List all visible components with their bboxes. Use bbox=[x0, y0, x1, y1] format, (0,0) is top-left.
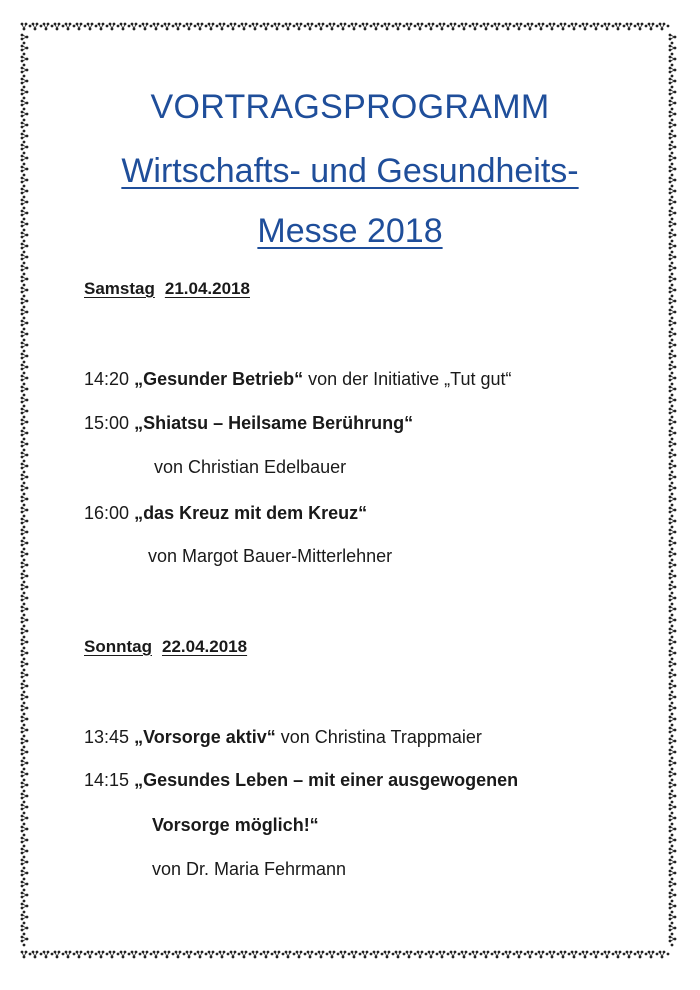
border-motif bbox=[21, 463, 29, 474]
border-motif bbox=[43, 23, 54, 31]
border-motif bbox=[648, 951, 659, 959]
border-motif bbox=[669, 507, 677, 518]
talk-speaker: von Christian Edelbauer bbox=[154, 457, 347, 477]
border-motif bbox=[21, 133, 29, 144]
border-motif bbox=[669, 672, 677, 683]
border-motif bbox=[131, 23, 142, 31]
talk-entry bbox=[84, 413, 413, 434]
border-motif bbox=[384, 23, 395, 31]
border-motif bbox=[669, 716, 677, 727]
border-motif bbox=[626, 23, 637, 31]
border-motif bbox=[505, 951, 516, 959]
border-motif bbox=[637, 951, 648, 959]
talk-speaker: von der Initiative „Tut gut“ bbox=[303, 369, 512, 389]
border-motif bbox=[669, 727, 677, 738]
border-motif bbox=[230, 951, 241, 959]
border-motif bbox=[669, 661, 677, 672]
border-motif bbox=[450, 23, 461, 31]
border-motif bbox=[669, 650, 677, 661]
fair-title-line-2: Messe 2018 bbox=[257, 212, 443, 250]
border-motif bbox=[669, 826, 677, 837]
talk-time: 16:00 bbox=[84, 503, 130, 523]
border-motif bbox=[669, 584, 677, 595]
border-motif bbox=[21, 771, 29, 782]
border-motif bbox=[76, 23, 87, 31]
border-motif bbox=[669, 364, 677, 375]
border-motif bbox=[21, 683, 29, 694]
border-motif bbox=[494, 951, 505, 959]
border-motif bbox=[32, 23, 43, 31]
border-motif bbox=[669, 320, 677, 331]
border-motif bbox=[21, 485, 29, 496]
border-motif bbox=[54, 23, 65, 31]
border-motif bbox=[669, 551, 677, 562]
border-motif bbox=[109, 23, 120, 31]
border-motif bbox=[208, 951, 219, 959]
border-motif bbox=[494, 23, 505, 31]
border-motif bbox=[373, 951, 384, 959]
border-motif bbox=[21, 452, 29, 463]
border-motif bbox=[669, 639, 677, 650]
border-motif bbox=[669, 331, 677, 342]
border-motif bbox=[21, 815, 29, 826]
border-motif bbox=[669, 463, 677, 474]
border-motif bbox=[142, 951, 153, 959]
border-motif bbox=[669, 254, 677, 265]
border-motif bbox=[318, 951, 329, 959]
border-motif bbox=[21, 738, 29, 749]
border-motif bbox=[21, 265, 29, 276]
border-motif bbox=[669, 771, 677, 782]
border-motif bbox=[263, 23, 274, 31]
border-motif bbox=[593, 23, 604, 31]
border-motif bbox=[21, 793, 29, 804]
border-motif bbox=[669, 804, 677, 815]
border-motif bbox=[604, 951, 615, 959]
border-motif bbox=[307, 951, 318, 959]
border-motif bbox=[21, 562, 29, 573]
border-motif bbox=[669, 309, 677, 320]
border-motif bbox=[669, 67, 677, 78]
border-motif bbox=[21, 430, 29, 441]
border-motif bbox=[483, 951, 494, 959]
border-motif bbox=[669, 815, 677, 826]
border-motif bbox=[669, 133, 677, 144]
border-motif bbox=[626, 951, 637, 959]
border-motif bbox=[669, 265, 677, 276]
talk-title: „Vorsorge aktiv“ bbox=[134, 727, 276, 747]
talk-time: 14:15 bbox=[84, 770, 130, 790]
border-motif bbox=[21, 881, 29, 892]
border-motif bbox=[318, 23, 329, 31]
border-motif bbox=[527, 23, 538, 31]
border-motif bbox=[571, 951, 582, 959]
border-motif bbox=[516, 951, 527, 959]
border-motif bbox=[351, 23, 362, 31]
border-motif bbox=[241, 23, 252, 31]
border-motif bbox=[197, 23, 208, 31]
border-motif bbox=[648, 23, 659, 31]
border-motif bbox=[329, 951, 340, 959]
border-motif bbox=[669, 892, 677, 903]
border-motif bbox=[120, 23, 131, 31]
talk-time: 15:00 bbox=[84, 413, 130, 433]
border-motif bbox=[516, 23, 527, 31]
border-motif bbox=[21, 353, 29, 364]
border-motif bbox=[417, 23, 428, 31]
border-motif bbox=[21, 397, 29, 408]
border-motif bbox=[340, 23, 351, 31]
border-motif bbox=[21, 760, 29, 771]
border-motif bbox=[21, 837, 29, 848]
border-motif bbox=[637, 23, 648, 31]
border-motif bbox=[669, 518, 677, 529]
border-motif bbox=[669, 430, 677, 441]
border-motif bbox=[571, 23, 582, 31]
weekday-label: Sonntag bbox=[84, 637, 152, 656]
border-motif bbox=[21, 34, 29, 45]
border-motif bbox=[87, 951, 98, 959]
border-motif bbox=[428, 951, 439, 959]
border-motif bbox=[65, 23, 76, 31]
border-motif bbox=[615, 23, 626, 31]
border-motif bbox=[21, 78, 29, 89]
border-motif bbox=[21, 276, 29, 287]
border-motif bbox=[669, 925, 677, 936]
border-motif bbox=[21, 408, 29, 419]
border-motif bbox=[87, 23, 98, 31]
border-motif bbox=[21, 309, 29, 320]
border-motif bbox=[582, 951, 593, 959]
border-motif bbox=[164, 951, 175, 959]
border-motif bbox=[54, 951, 65, 959]
border-motif bbox=[43, 951, 54, 959]
border-motif bbox=[21, 595, 29, 606]
border-motif bbox=[21, 584, 29, 595]
border-motif bbox=[21, 496, 29, 507]
border-motif bbox=[21, 254, 29, 265]
border-motif bbox=[582, 23, 593, 31]
border-motif bbox=[669, 738, 677, 749]
border-motif bbox=[21, 804, 29, 815]
border-motif bbox=[669, 903, 677, 914]
border-motif bbox=[669, 694, 677, 705]
border-motif bbox=[296, 23, 307, 31]
border-motif bbox=[32, 951, 43, 959]
border-motif bbox=[252, 951, 263, 959]
border-motif bbox=[669, 562, 677, 573]
border-motif bbox=[21, 892, 29, 903]
border-motif bbox=[21, 45, 29, 56]
border-motif bbox=[21, 474, 29, 485]
border-motif bbox=[593, 951, 604, 959]
border-motif bbox=[252, 23, 263, 31]
border-motif bbox=[362, 951, 373, 959]
border-motif bbox=[164, 23, 175, 31]
border-motif bbox=[483, 23, 494, 31]
border-motif bbox=[21, 529, 29, 540]
border-motif bbox=[186, 951, 197, 959]
border-motif bbox=[439, 951, 450, 959]
border-motif bbox=[142, 23, 153, 31]
border-motif bbox=[560, 951, 571, 959]
border-motif bbox=[669, 749, 677, 760]
border-motif bbox=[21, 694, 29, 705]
border-motif bbox=[186, 23, 197, 31]
talk-entry bbox=[84, 503, 367, 524]
border-motif bbox=[669, 760, 677, 771]
talk-entry bbox=[84, 727, 482, 748]
border-motif bbox=[527, 951, 538, 959]
border-motif bbox=[21, 419, 29, 430]
border-motif bbox=[669, 870, 677, 881]
border-motif bbox=[669, 375, 677, 386]
border-motif bbox=[395, 951, 406, 959]
border-motif bbox=[21, 386, 29, 397]
border-motif bbox=[21, 782, 29, 793]
border-motif bbox=[669, 848, 677, 859]
border-motif bbox=[669, 397, 677, 408]
border-motif bbox=[274, 23, 285, 31]
border-motif bbox=[21, 540, 29, 551]
border-motif bbox=[21, 507, 29, 518]
border-motif bbox=[153, 23, 164, 31]
border-motif bbox=[669, 276, 677, 287]
border-motif bbox=[21, 441, 29, 452]
border-motif bbox=[21, 23, 32, 31]
border-motif bbox=[669, 353, 677, 364]
border-motif bbox=[21, 56, 29, 67]
border-motif bbox=[450, 951, 461, 959]
border-motif bbox=[669, 529, 677, 540]
talk-title: „Gesundes Leben – mit einer ausgewogenen bbox=[134, 770, 519, 790]
border-motif bbox=[21, 716, 29, 727]
border-motif bbox=[669, 540, 677, 551]
border-motif bbox=[669, 199, 677, 210]
border-motif bbox=[21, 727, 29, 738]
border-motif bbox=[669, 287, 677, 298]
border-motif bbox=[21, 364, 29, 375]
border-motif bbox=[76, 951, 87, 959]
talk-time: 13:45 bbox=[84, 727, 130, 747]
border-motif bbox=[197, 951, 208, 959]
border-motif bbox=[21, 331, 29, 342]
border-motif bbox=[549, 951, 560, 959]
border-motif bbox=[461, 23, 472, 31]
talk-time: 14:20 bbox=[84, 369, 130, 389]
border-motif bbox=[669, 837, 677, 848]
border-motif bbox=[406, 23, 417, 31]
border-motif bbox=[406, 951, 417, 959]
border-motif bbox=[669, 452, 677, 463]
border-motif bbox=[669, 595, 677, 606]
border-motif bbox=[175, 951, 186, 959]
border-motif bbox=[615, 951, 626, 959]
border-motif bbox=[669, 496, 677, 507]
talk-entry bbox=[84, 369, 512, 390]
border-motif bbox=[669, 859, 677, 870]
day-heading-saturday bbox=[84, 279, 250, 299]
border-motif bbox=[417, 951, 428, 959]
border-motif bbox=[669, 386, 677, 397]
border-motif bbox=[669, 298, 677, 309]
border-motif bbox=[21, 628, 29, 639]
border-motif bbox=[669, 628, 677, 639]
border-motif bbox=[296, 951, 307, 959]
border-motif bbox=[505, 23, 516, 31]
border-motif bbox=[560, 23, 571, 31]
border-motif bbox=[669, 408, 677, 419]
border-motif bbox=[21, 67, 29, 78]
border-motif bbox=[669, 419, 677, 430]
border-motif bbox=[21, 848, 29, 859]
talk-entry bbox=[84, 770, 518, 791]
border-motif bbox=[472, 951, 483, 959]
border-motif bbox=[219, 23, 230, 31]
border-motif bbox=[109, 951, 120, 959]
border-motif bbox=[21, 870, 29, 881]
border-motif bbox=[669, 793, 677, 804]
border-motif bbox=[384, 951, 395, 959]
talk-speaker: von Christina Trappmaier bbox=[275, 727, 482, 747]
border-motif bbox=[669, 34, 677, 45]
border-motif bbox=[21, 925, 29, 936]
border-motif bbox=[373, 23, 384, 31]
border-motif bbox=[230, 23, 241, 31]
border-motif bbox=[285, 951, 296, 959]
border-motif bbox=[669, 56, 677, 67]
border-motif bbox=[21, 375, 29, 386]
border-motif bbox=[362, 23, 373, 31]
border-motif bbox=[21, 650, 29, 661]
border-motif bbox=[21, 826, 29, 837]
border-motif bbox=[669, 606, 677, 617]
border-motif bbox=[21, 342, 29, 353]
border-motif bbox=[669, 914, 677, 925]
border-motif bbox=[21, 661, 29, 672]
weekday-label: Samstag bbox=[84, 279, 155, 298]
border-motif bbox=[175, 23, 186, 31]
talk-speaker: von Dr. Maria Fehrmann bbox=[152, 859, 347, 879]
border-motif bbox=[669, 342, 677, 353]
border-motif bbox=[669, 683, 677, 694]
border-motif bbox=[669, 45, 677, 56]
border-motif bbox=[21, 859, 29, 870]
border-motif bbox=[65, 951, 76, 959]
border-motif bbox=[21, 705, 29, 716]
border-motif bbox=[538, 951, 549, 959]
talk-title-continued: Vorsorge möglich!“ bbox=[152, 815, 319, 835]
border-motif bbox=[21, 617, 29, 628]
border-motif bbox=[21, 951, 32, 959]
border-motif bbox=[21, 936, 29, 947]
border-motif bbox=[461, 951, 472, 959]
border-motif bbox=[21, 672, 29, 683]
border-motif bbox=[669, 881, 677, 892]
border-motif bbox=[21, 573, 29, 584]
border-motif bbox=[659, 951, 670, 959]
border-motif bbox=[98, 951, 109, 959]
border-motif bbox=[351, 951, 362, 959]
border-motif bbox=[669, 78, 677, 89]
border-motif bbox=[669, 617, 677, 628]
border-motif bbox=[120, 951, 131, 959]
border-motif bbox=[274, 951, 285, 959]
border-motif bbox=[241, 951, 252, 959]
border-motif bbox=[21, 749, 29, 760]
border-motif bbox=[604, 23, 615, 31]
talk-title: „Gesunder Betrieb“ bbox=[134, 369, 304, 389]
date-label: 21.04.2018 bbox=[164, 279, 250, 298]
date-label: 22.04.2018 bbox=[162, 637, 248, 656]
border-motif bbox=[21, 639, 29, 650]
border-motif bbox=[21, 320, 29, 331]
border-motif bbox=[659, 23, 670, 31]
border-motif bbox=[428, 23, 439, 31]
border-motif bbox=[21, 914, 29, 925]
program-heading: VORTRAGSPROGRAMM bbox=[150, 88, 550, 126]
talk-title: „das Kreuz mit dem Kreuz“ bbox=[134, 503, 368, 523]
border-motif bbox=[329, 23, 340, 31]
border-motif bbox=[131, 951, 142, 959]
border-motif bbox=[98, 23, 109, 31]
border-motif bbox=[669, 705, 677, 716]
border-motif bbox=[307, 23, 318, 31]
border-motif bbox=[21, 606, 29, 617]
border-motif bbox=[395, 23, 406, 31]
border-motif bbox=[21, 298, 29, 309]
border-motif bbox=[21, 518, 29, 529]
border-motif bbox=[669, 485, 677, 496]
border-motif bbox=[472, 23, 483, 31]
border-motif bbox=[21, 903, 29, 914]
day-heading-sunday bbox=[84, 637, 247, 657]
border-motif bbox=[21, 199, 29, 210]
border-motif bbox=[263, 951, 274, 959]
border-motif bbox=[219, 951, 230, 959]
border-motif bbox=[21, 287, 29, 298]
border-motif bbox=[538, 23, 549, 31]
border-motif bbox=[153, 951, 164, 959]
border-motif bbox=[549, 23, 560, 31]
border-motif bbox=[340, 951, 351, 959]
talk-title: „Shiatsu – Heilsame Berührung“ bbox=[134, 413, 414, 433]
border-motif bbox=[669, 474, 677, 485]
talk-speaker: von Margot Bauer-Mitterlehner bbox=[148, 546, 393, 566]
border-motif bbox=[21, 551, 29, 562]
fair-title-line-1: Wirtschafts- und Gesundheits- bbox=[121, 152, 579, 190]
border-motif bbox=[669, 441, 677, 452]
border-motif bbox=[669, 782, 677, 793]
border-motif bbox=[669, 573, 677, 584]
border-motif bbox=[669, 936, 677, 947]
border-motif bbox=[208, 23, 219, 31]
border-motif bbox=[439, 23, 450, 31]
border-motif bbox=[285, 23, 296, 31]
